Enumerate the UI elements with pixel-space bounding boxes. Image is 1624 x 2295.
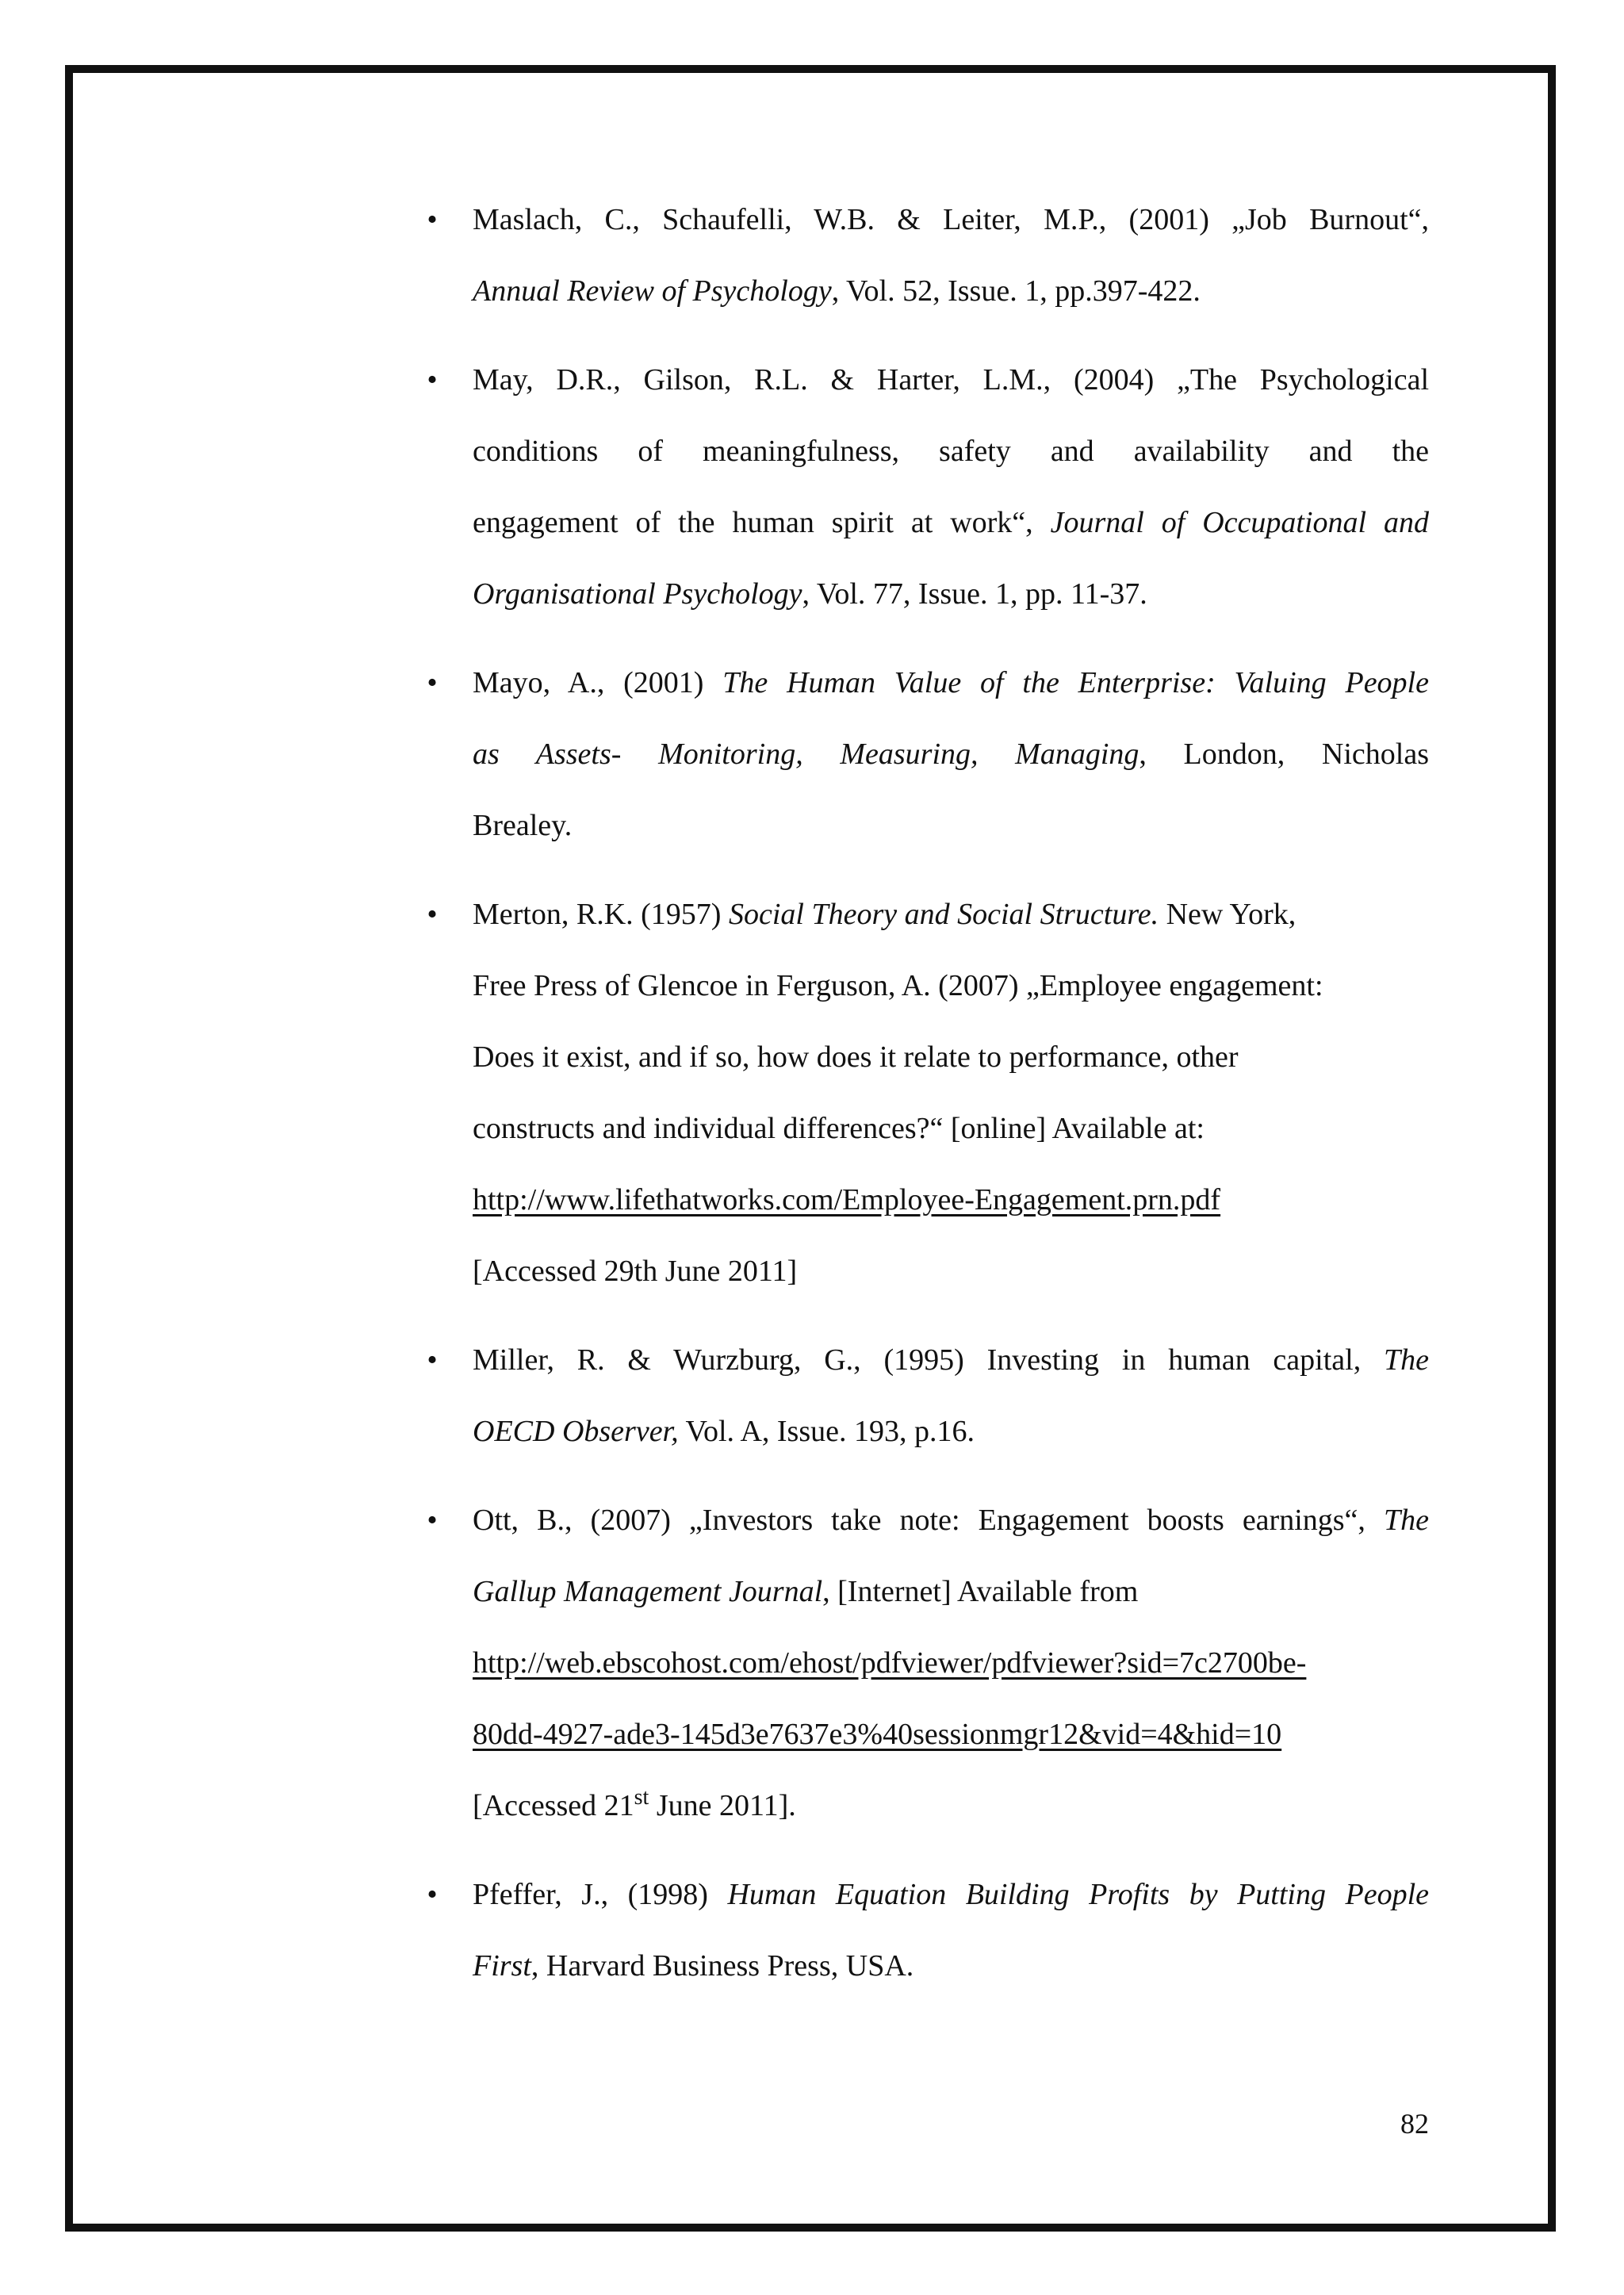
reference-entry	[420, 647, 1429, 861]
bullet-icon: •	[427, 666, 438, 699]
ordinal-suffix: st	[634, 1785, 649, 1810]
reference-url[interactable]: 80dd-4927-ade3-145d3e7637e3%40sessionmgr12&vid=4&hid=10	[473, 1718, 1282, 1751]
reference-url[interactable]: http://web.ebscohost.com/ehost/pdfviewer/pdfviewer?sid=7c2700be-	[473, 1646, 1307, 1680]
reference-title-text: Annual Review of Psychology	[473, 274, 832, 308]
reference-text: Pfeffer, J., (1998)	[473, 1878, 728, 1911]
reference-line	[473, 1324, 1429, 1396]
reference-text: , London, Nicholas	[1139, 738, 1429, 771]
reference-text: [Accessed 21	[473, 1789, 634, 1822]
bullet-icon: •	[427, 1343, 438, 1377]
reference-title-text: The	[1384, 1504, 1429, 1537]
reference-text: June 2011].	[649, 1789, 796, 1822]
reference-text: Brealey.	[473, 809, 573, 842]
reference-line	[473, 1236, 1429, 1307]
reference-line	[473, 1930, 1429, 2002]
reference-title-text: Human Equation Building Profits by Putting People	[727, 1878, 1429, 1911]
reference-title-text: Gallup Management Journal	[473, 1575, 823, 1608]
reference-title-text: The	[1384, 1343, 1429, 1377]
reference-text: May, D.R., Gilson, R.L. & Harter, L.M., (2004) „The Psychological	[473, 363, 1429, 397]
reference-line	[473, 184, 1429, 255]
reference-line	[473, 950, 1429, 1021]
reference-line	[473, 416, 1429, 487]
bullet-icon: •	[427, 1504, 438, 1537]
reference-line	[473, 1859, 1429, 1930]
reference-text: constructs and individual differences?“ [online] Available at:	[473, 1112, 1205, 1145]
reference-line	[473, 255, 1429, 327]
reference-title-text: Social Theory and Social Structure.	[728, 898, 1159, 931]
reference-line	[473, 344, 1429, 416]
reference-text: Maslach, C., Schaufelli, W.B. & Leiter, M.P., (2001) „Job Burnout“,	[473, 203, 1429, 236]
reference-title-text: First	[473, 1949, 531, 1983]
reference-text: [Accessed 29th June 2011]	[473, 1255, 798, 1288]
bullet-icon: •	[427, 363, 438, 397]
reference-entry	[420, 1324, 1429, 1467]
reference-text: , Vol. 77, Issue. 1, pp. 11-37.	[802, 577, 1147, 611]
reference-title-text: Organisational Psychology	[473, 577, 802, 611]
reference-text: conditions of meaningfulness, safety and availability and the	[473, 435, 1429, 468]
reference-text: , [Internet] Available from	[822, 1575, 1139, 1608]
reference-line	[473, 1556, 1429, 1627]
reference-line	[473, 879, 1429, 950]
reference-line	[473, 1699, 1429, 1770]
reference-title-text: Journal of Occupational and	[1050, 506, 1429, 539]
reference-line	[473, 790, 1429, 861]
reference-entry	[420, 879, 1429, 1307]
reference-line	[473, 1627, 1429, 1699]
reference-entry	[420, 184, 1429, 327]
reference-text: Ott, B., (2007) „Investors take note: Engagement boosts earnings“,	[473, 1504, 1384, 1537]
reference-line	[473, 1770, 1429, 1841]
reference-text: , Harvard Business Press, USA.	[530, 1949, 914, 1983]
reference-text: Mayo, A., (2001)	[473, 666, 723, 699]
reference-line	[473, 1485, 1429, 1556]
reference-text: Does it exist, and if so, how does it relate to performance, other	[473, 1040, 1239, 1074]
reference-line	[473, 487, 1429, 558]
reference-line	[473, 1396, 1429, 1467]
reference-entry	[420, 344, 1429, 630]
reference-text: Miller, R. & Wurzburg, G., (1995) Investing in human capital,	[473, 1343, 1384, 1377]
reference-text: Free Press of Glencoe in Ferguson, A. (2007) „Employee engagement:	[473, 969, 1323, 1002]
reference-line	[473, 718, 1429, 790]
reference-line	[473, 1164, 1429, 1236]
reference-line	[473, 1093, 1429, 1164]
reference-url[interactable]: http://www.lifethatworks.com/Employee-Engagement.prn.pdf	[473, 1183, 1221, 1216]
reference-line	[473, 647, 1429, 718]
reference-line	[473, 558, 1429, 630]
page-number: 82	[1400, 2108, 1429, 2140]
reference-line	[473, 1021, 1429, 1093]
reference-list	[420, 184, 1429, 2019]
reference-entry	[420, 1485, 1429, 1841]
reference-title-text: The Human Value of the Enterprise: Valuing People	[722, 666, 1429, 699]
reference-text: engagement of the human spirit at work“,	[473, 506, 1051, 539]
reference-text: Vol. A, Issue. 193, p.16.	[678, 1415, 975, 1448]
reference-text: Merton, R.K. (1957)	[473, 898, 729, 931]
reference-title-text: as Assets- Monitoring, Measuring, Managing	[473, 738, 1139, 771]
reference-entry	[420, 1859, 1429, 2002]
reference-text: New York,	[1159, 898, 1297, 931]
reference-title-text: OECD Observer,	[473, 1415, 679, 1448]
bullet-icon: •	[427, 898, 438, 931]
bullet-icon: •	[427, 203, 438, 236]
bullet-icon: •	[427, 1878, 438, 1911]
reference-text: , Vol. 52, Issue. 1, pp.397-422.	[831, 274, 1201, 308]
